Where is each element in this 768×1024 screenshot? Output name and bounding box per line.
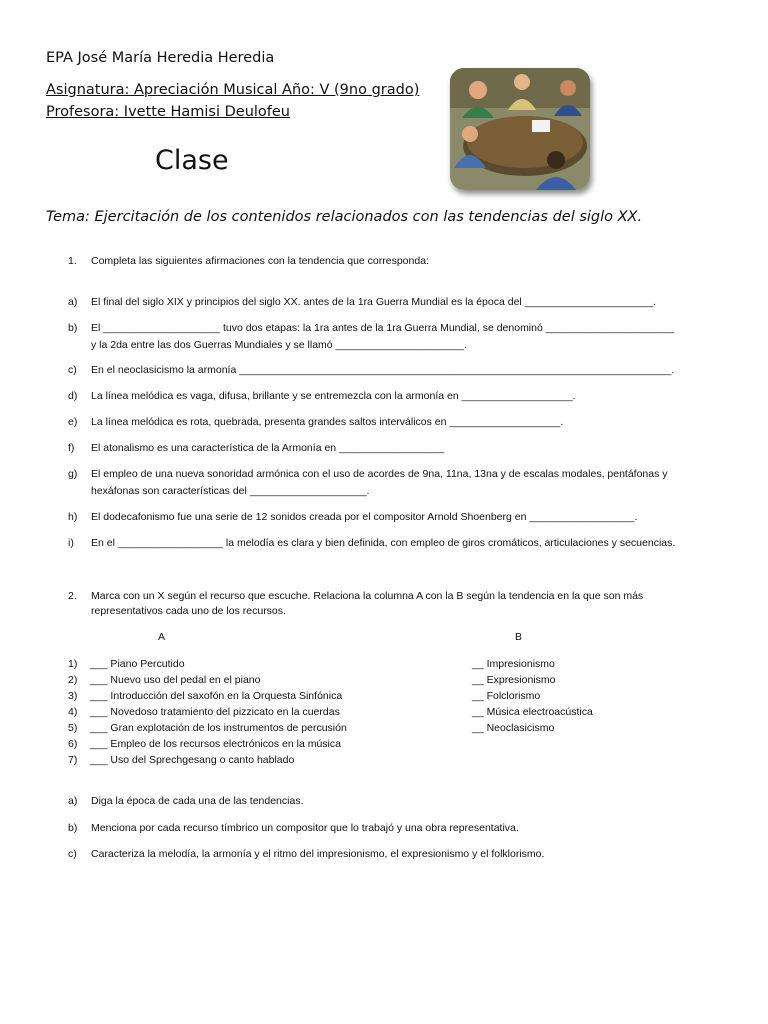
column-a-number: 2) (68, 674, 78, 686)
followup-text: Diga la época de cada una de las tendencias. (91, 795, 304, 807)
q1-item-label: f) (68, 442, 75, 454)
column-a-item: ___ Nuevo uso del pedal en el piano (90, 674, 261, 686)
q1-item-label: a) (68, 296, 78, 308)
school-name: EPA José María Heredia Heredia (46, 50, 275, 66)
q2-prompt-line2: representativos cada uno de los recursos. (91, 605, 286, 617)
q1-item-e: La línea melódica es rota, quebrada, presenta grandes saltos interválicos en ___________________. (91, 416, 564, 428)
q1-number: 1. (68, 255, 77, 267)
q1-item-label: e) (68, 416, 78, 428)
q1-item-g-line1: El empleo de una nueva sonoridad armónica con el uso de acordes de 9na, 11na, 13na y de escalas modales, pentáfonas y (91, 468, 668, 480)
column-a-item: ___ Introducción del saxofón en la Orquesta Sinfónica (90, 690, 343, 702)
column-a-number: 7) (68, 754, 78, 766)
column-a-item: ___ Novedoso tratamiento del pizzicato en la cuerdas (90, 706, 340, 718)
column-a-item: ___ Piano Percutido (90, 658, 185, 670)
column-b-item: __ Folclorismo (472, 690, 541, 702)
q1-item-label: b) (68, 322, 78, 334)
column-b-item: __ Neoclasicismo (472, 722, 555, 734)
q1-item-b-line2: y la 2da entre las dos Guerras Mundiales y se llamó ______________________. (91, 339, 467, 351)
q1-item-c: En el neoclasicismo la armonía __________________________________________________________________________. (91, 364, 675, 376)
q1-item-label: h) (68, 511, 78, 523)
column-a-item: ___ Gran explotación de los instrumentos de percusión (90, 722, 347, 734)
q1-item-a: El final del siglo XIX y principios del siglo XX. antes de la 1ra Guerra Mundial es la época del ______________________. (91, 296, 657, 308)
followup-label: b) (68, 822, 78, 834)
q2-number: 2. (68, 590, 77, 602)
column-a-number: 5) (68, 722, 78, 734)
followup-label: c) (68, 848, 77, 860)
column-a-header: A (158, 631, 166, 643)
q1-item-label: i) (68, 537, 74, 549)
q1-item-b-line1: El ____________________ tuvo dos etapas: la 1ra antes de la 1ra Guerra Mundial, se denominó ______________________ (91, 322, 675, 334)
followup-text: Caracteriza la melodía, la armonía y el ritmo del impresionismo, el expresionismo y el folklorismo. (91, 848, 545, 860)
q1-item-f: El atonalismo es una característica de la Armonía en __________________ (91, 442, 445, 454)
column-a-number: 6) (68, 738, 78, 750)
column-a-number: 3) (68, 690, 78, 702)
column-b-item: __ Música electroacústica (472, 706, 593, 718)
q1-item-i: En el __________________ la melodía es clara y bien definida, con empleo de giros cromáticos, articulaciones y secuencias. (91, 537, 676, 549)
subject-line: Asignatura: Apreciación Musical Año: V (9no grado) (46, 82, 420, 98)
q1-prompt: Completa las siguientes afirmaciones con la tendencia que corresponda: (91, 255, 429, 267)
topic-line: Tema: Ejercitación de los contenidos relacionados con las tendencias del siglo XX. (46, 209, 643, 225)
q1-item-g-line2: hexáfonas son características del ____________________. (91, 485, 370, 497)
column-a-item: ___ Uso del Sprechgesang o canto hablado (90, 754, 295, 766)
q1-item-label: d) (68, 390, 78, 402)
q2-prompt-line1: Marca con un X según el recurso que escuche. Relaciona la columna A con la B según la tendencia en la que son más (91, 590, 644, 602)
teacher-line: Profesora: Ivette Hamisi Deulofeu (46, 104, 291, 120)
page-title: Clase (155, 145, 229, 176)
column-a-item: ___ Empleo de los recursos electrónicos en la música (90, 738, 341, 750)
column-b-header: B (515, 631, 523, 643)
column-b-item: __ Impresionismo (472, 658, 555, 670)
q1-item-d: La línea melódica es vaga, difusa, brillante y se entremezcla con la armonía en ___________________. (91, 390, 576, 402)
column-b-item: __ Expresionismo (472, 674, 556, 686)
column-a-number: 4) (68, 706, 78, 718)
q1-item-h: El dodecafonismo fue una serie de 12 sonidos creada por el compositor Arnold Shoenberg en __________________. (91, 511, 638, 523)
followup-text: Menciona por cada recurso tímbrico un compositor que lo trabajó y una obra representativa. (91, 822, 519, 834)
followup-label: a) (68, 795, 78, 807)
q1-item-label: c) (68, 364, 77, 376)
q1-item-label: g) (68, 468, 78, 480)
column-a-number: 1) (68, 658, 78, 670)
meeting-clipart-image (450, 68, 590, 190)
